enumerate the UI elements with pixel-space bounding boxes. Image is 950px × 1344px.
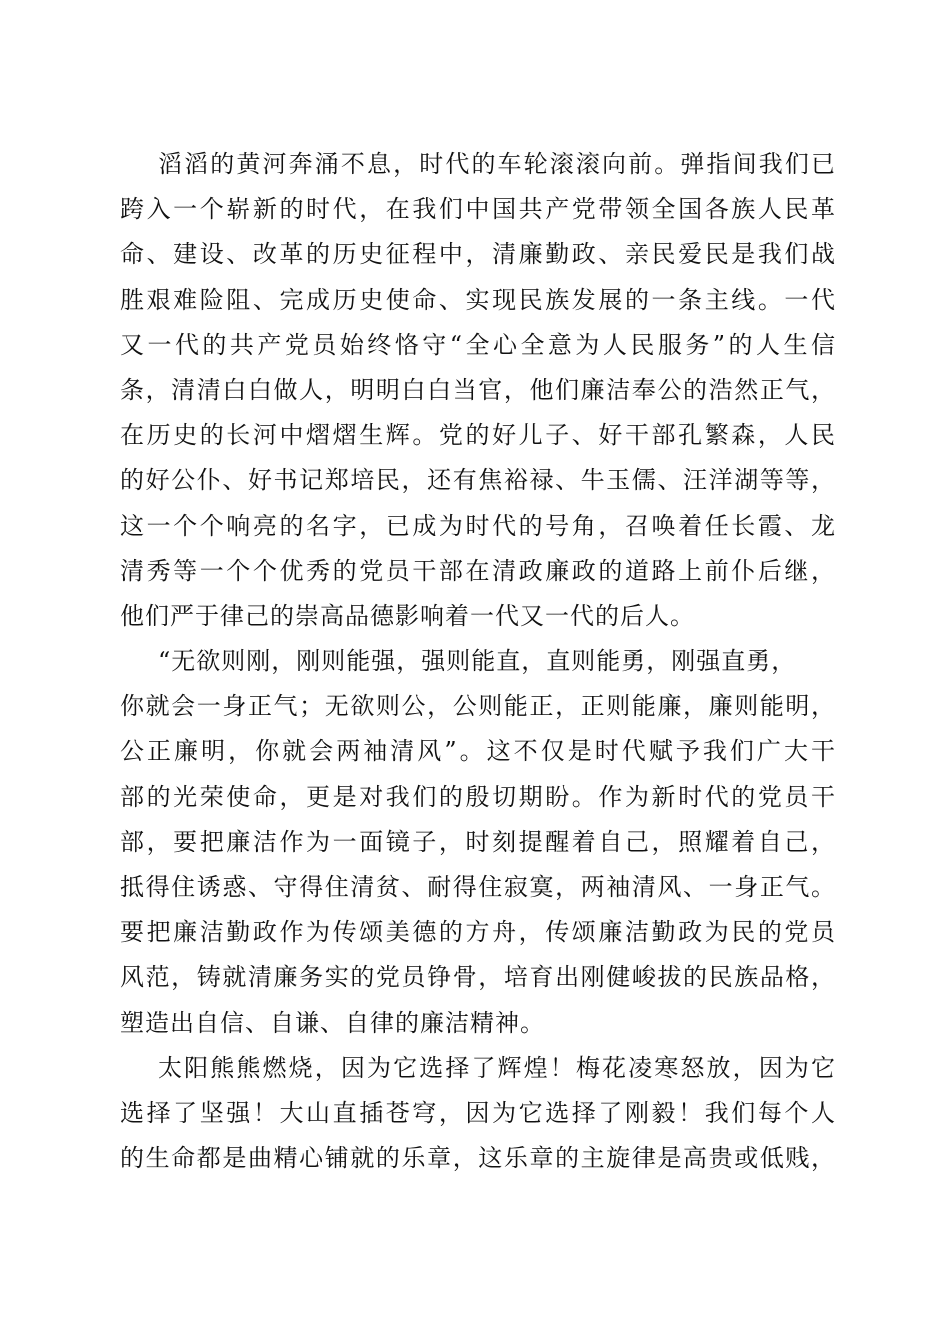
document-body [120,142,836,1181]
paragraph-2-line-7: 要把廉洁勤政作为传颂美德的方舟，传颂廉洁勤政为民的党员 [120,918,836,947]
paragraph-1-line-7: 在历史的长河中熠熠生辉。党的好儿子、好干部孔繁森，人民 [120,421,836,450]
paragraph-2-line-9: 塑造出自信、自谦、自律的廉洁精神。 [120,1008,545,1037]
paragraph-1-line-10: 清秀等一个个优秀的党员干部在清政廉政的道路上前仆后继， [120,556,836,585]
paragraph-1-line-3: 命、建设、改革的历史征程中，清廉勤政、亲民爱民是我们战 [120,240,836,269]
paragraph-2-line-4: 部的光荣使命，更是对我们的殷切期盼。作为新时代的党员干 [120,782,836,811]
paragraph-2-line-5: 部，要把廉洁作为一面镜子，时刻提醒着自己，照耀着自己， [120,827,836,856]
paragraph-3-line-2: 选择了坚强！大山直插苍穹，因为它选择了刚毅！我们每个人 [120,1098,836,1127]
paragraph-2-line-1: “无欲则刚，刚则能强，强则能直，直则能勇，刚强直勇， [158,647,797,676]
paragraph-2-line-6: 抵得住诱惑、守得住清贫、耐得住寂寞，两袖清风、一身正气。 [120,873,836,901]
paragraph-1-line-6: 条，清清白白做人，明明白白当官，他们廉洁奉公的浩然正气， [120,375,836,404]
paragraph-1-line-2: 跨入一个崭新的时代，在我们中国共产党带领全国各族人民革 [120,195,836,224]
paragraph-1-line-11: 他们严于律己的崇高品德影响着一代又一代的后人。 [120,601,695,630]
paragraph-1-line-8: 的好公仆、好书记郑培民，还有焦裕禄、牛玉儒、汪洋湖等等， [120,466,836,495]
paragraph-1-line-1: 滔滔的黄河奔涌不息，时代的车轮滚滚向前。弹指间我们已 [158,150,836,178]
paragraph-2-line-2: 你就会一身正气；无欲则公，公则能正，正则能廉，廉则能明， [120,692,836,721]
paragraph-1-line-4: 胜艰难险阻、完成历史使命、实现民族发展的一条主线。一代 [120,285,836,314]
paragraph-1-line-9: 这一个个响亮的名字，已成为时代的号角，召唤着任长霞、龙 [120,511,836,540]
paragraph-3-line-1: 太阳熊熊燃烧，因为它选择了辉煌！梅花凌寒怒放，因为它 [158,1053,836,1082]
paragraph-2-line-8: 风范，铸就清廉务实的党员铮骨，培育出刚健峻拔的民族品格， [120,963,836,992]
paragraph-2-line-3: 公正廉明，你就会两袖清风”。这不仅是时代赋予我们广大干 [120,737,836,766]
paragraph-3-line-3: 的生命都是曲精心铺就的乐章，这乐章的主旋律是高贵或低贱， [120,1144,836,1173]
paragraph-1-line-5: 又一代的共产党员始终恪守“全心全意为人民服务”的人生信 [120,330,836,359]
